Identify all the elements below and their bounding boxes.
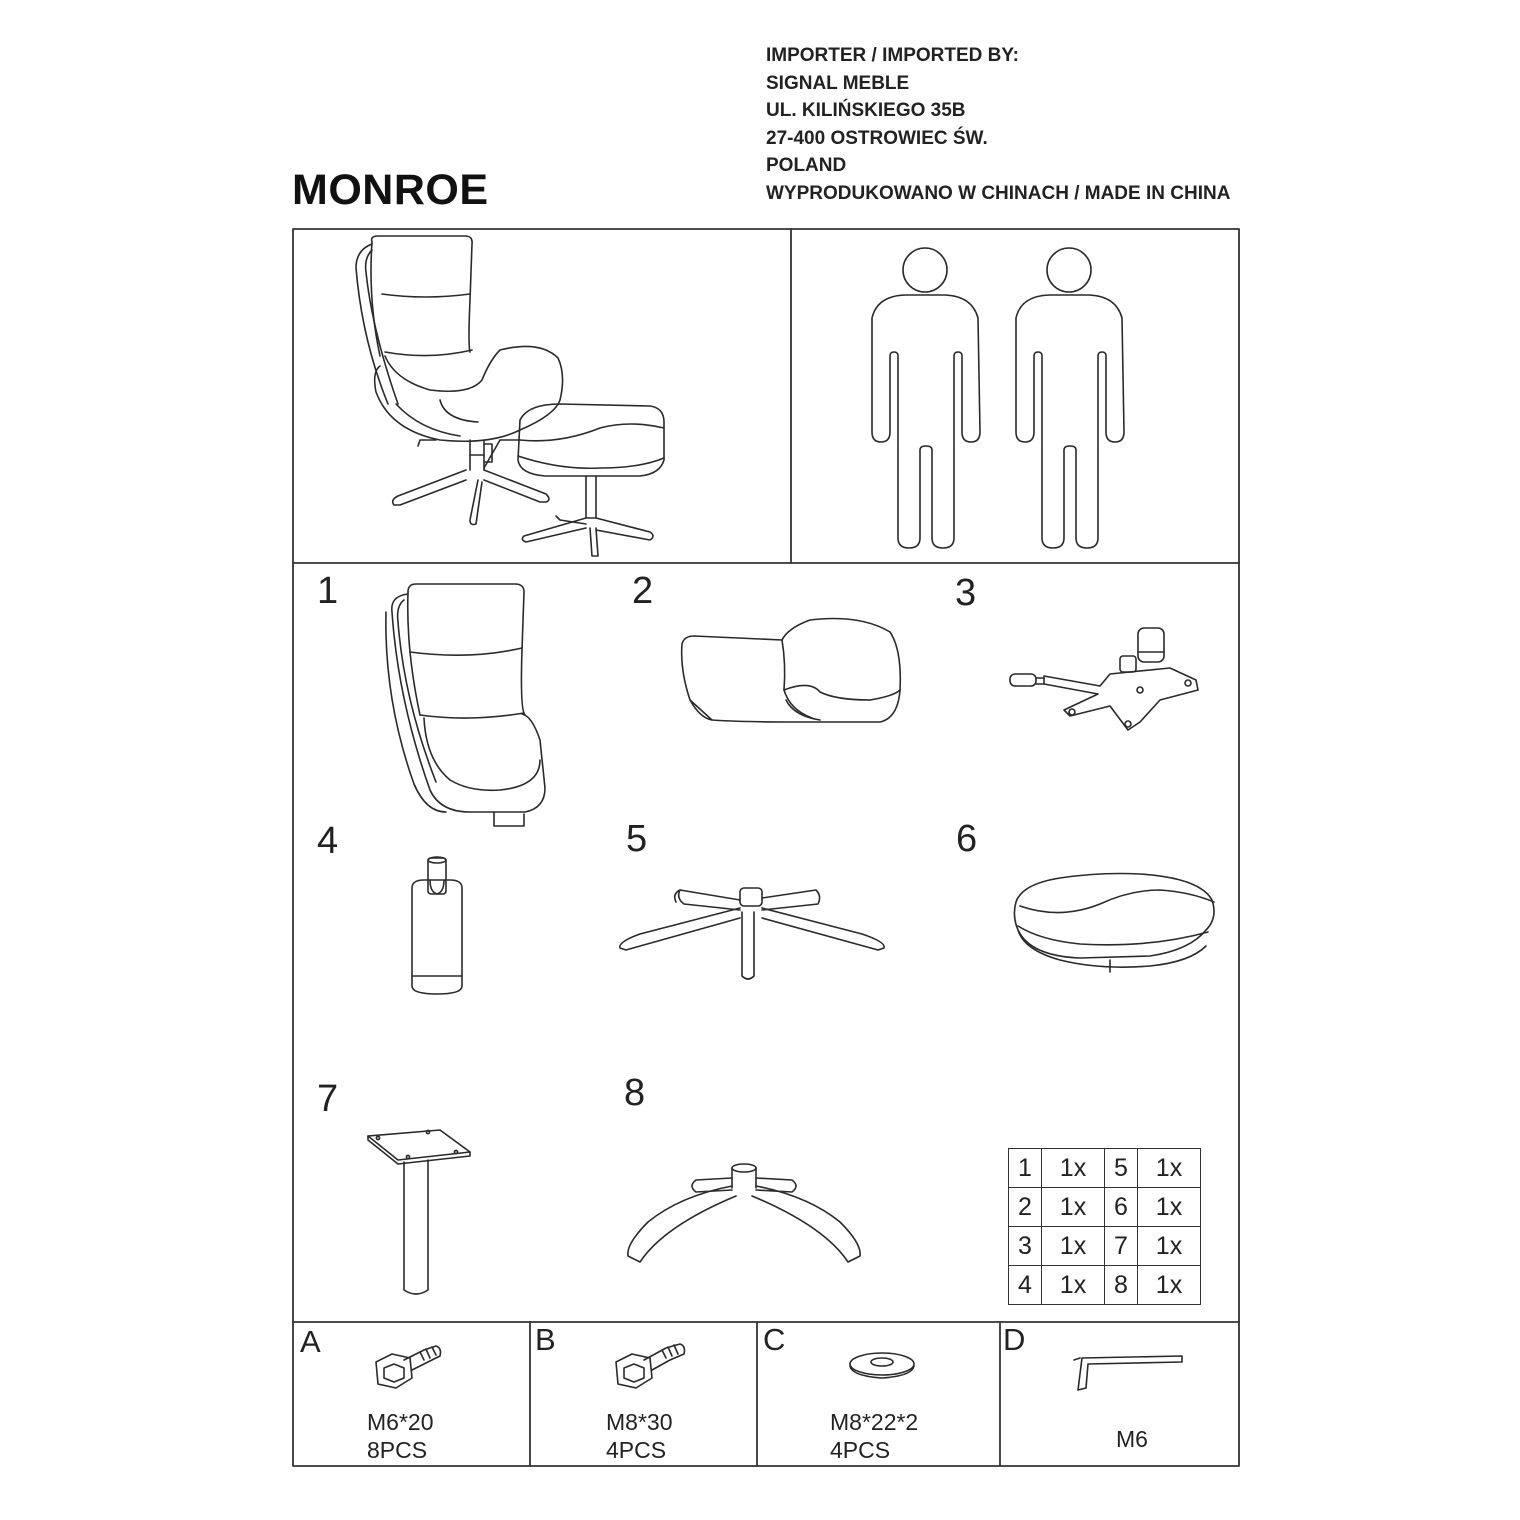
chair-base-icon <box>620 888 884 979</box>
hardware-spec <box>367 1408 433 1464</box>
person-icon <box>872 248 980 548</box>
part-number: 1 <box>317 570 339 612</box>
table-cell: 4 <box>1009 1266 1042 1305</box>
product-title: MONROE <box>292 166 489 214</box>
table-row <box>1009 1266 1201 1305</box>
ottoman-base-icon <box>628 1164 860 1262</box>
table-cell: 1x <box>1138 1266 1201 1305</box>
table-cell: 1 <box>1009 1149 1042 1188</box>
hardware-count: 8PCS <box>367 1437 428 1463</box>
hardware-size: M8*30 <box>606 1409 673 1435</box>
part-number: 4 <box>317 820 339 862</box>
importer-line: UL. KILIŃSKIEGO 35B <box>766 100 966 121</box>
table-cell: 7 <box>1105 1227 1138 1266</box>
seat-shell-icon <box>682 619 901 723</box>
table-cell: 1x <box>1138 1149 1201 1188</box>
hardware-size: M8*22*2 <box>830 1409 919 1435</box>
table-cell: 5 <box>1105 1149 1138 1188</box>
hardware-size: M6 <box>1116 1426 1148 1452</box>
part-number: 8 <box>624 1072 646 1114</box>
part-number: 7 <box>317 1078 339 1120</box>
hardware-count: 4PCS <box>830 1437 891 1463</box>
importer-line: SIGNAL MEBLE <box>766 72 910 94</box>
table-cell: 1x <box>1042 1266 1105 1305</box>
two-person-icon <box>872 248 1124 548</box>
hex-bolt-icon <box>376 1346 441 1388</box>
table-cell: 2 <box>1009 1188 1042 1227</box>
hardware-size: M6*20 <box>367 1409 434 1435</box>
table-cell: 3 <box>1009 1227 1042 1266</box>
person-icon <box>1016 248 1124 548</box>
table-row <box>1009 1227 1201 1266</box>
table-cell: 1x <box>1042 1227 1105 1266</box>
hardware-letter: B <box>535 1322 556 1357</box>
part-number: 6 <box>956 818 978 860</box>
tilt-mechanism-icon <box>1010 628 1198 730</box>
table-cell: 1x <box>1042 1188 1105 1227</box>
table-cell: 1x <box>1042 1149 1105 1188</box>
hardware-count: 4PCS <box>606 1437 667 1463</box>
ottoman-cushion-icon <box>1014 874 1214 973</box>
backrest-icon <box>386 584 545 826</box>
hardware-letter: A <box>300 1324 321 1359</box>
table-cell: 8 <box>1105 1266 1138 1305</box>
allen-key-icon <box>1074 1356 1182 1390</box>
table-cell: 1x <box>1138 1227 1201 1266</box>
importer-line: IMPORTER / IMPORTED BY: <box>766 45 1019 66</box>
gas-lift-icon <box>412 857 462 994</box>
hardware-letter: C <box>763 1322 786 1357</box>
hex-bolt-icon <box>616 1344 685 1388</box>
hardware-spec <box>606 1408 672 1464</box>
ottoman-column-icon <box>368 1130 470 1294</box>
hardware-spec <box>1116 1425 1148 1453</box>
assembled-chair-icon <box>356 236 664 556</box>
table-cell: 1x <box>1138 1188 1201 1227</box>
importer-line: WYPRODUKOWANO W CHINACH / MADE IN CHINA <box>766 182 1231 204</box>
table-row <box>1009 1149 1201 1188</box>
quantity-table <box>1008 1148 1201 1305</box>
table-cell: 6 <box>1105 1188 1138 1227</box>
part-number: 2 <box>632 570 654 612</box>
hardware-spec <box>830 1408 918 1464</box>
importer-line: POLAND <box>766 155 847 176</box>
washer-icon <box>850 1353 914 1378</box>
part-number: 3 <box>955 572 977 614</box>
hardware-letter: D <box>1003 1322 1026 1357</box>
table-row <box>1009 1188 1201 1227</box>
part-number: 5 <box>626 818 648 860</box>
importer-line: 27-400 OSTROWIEC ŚW. <box>766 127 988 149</box>
